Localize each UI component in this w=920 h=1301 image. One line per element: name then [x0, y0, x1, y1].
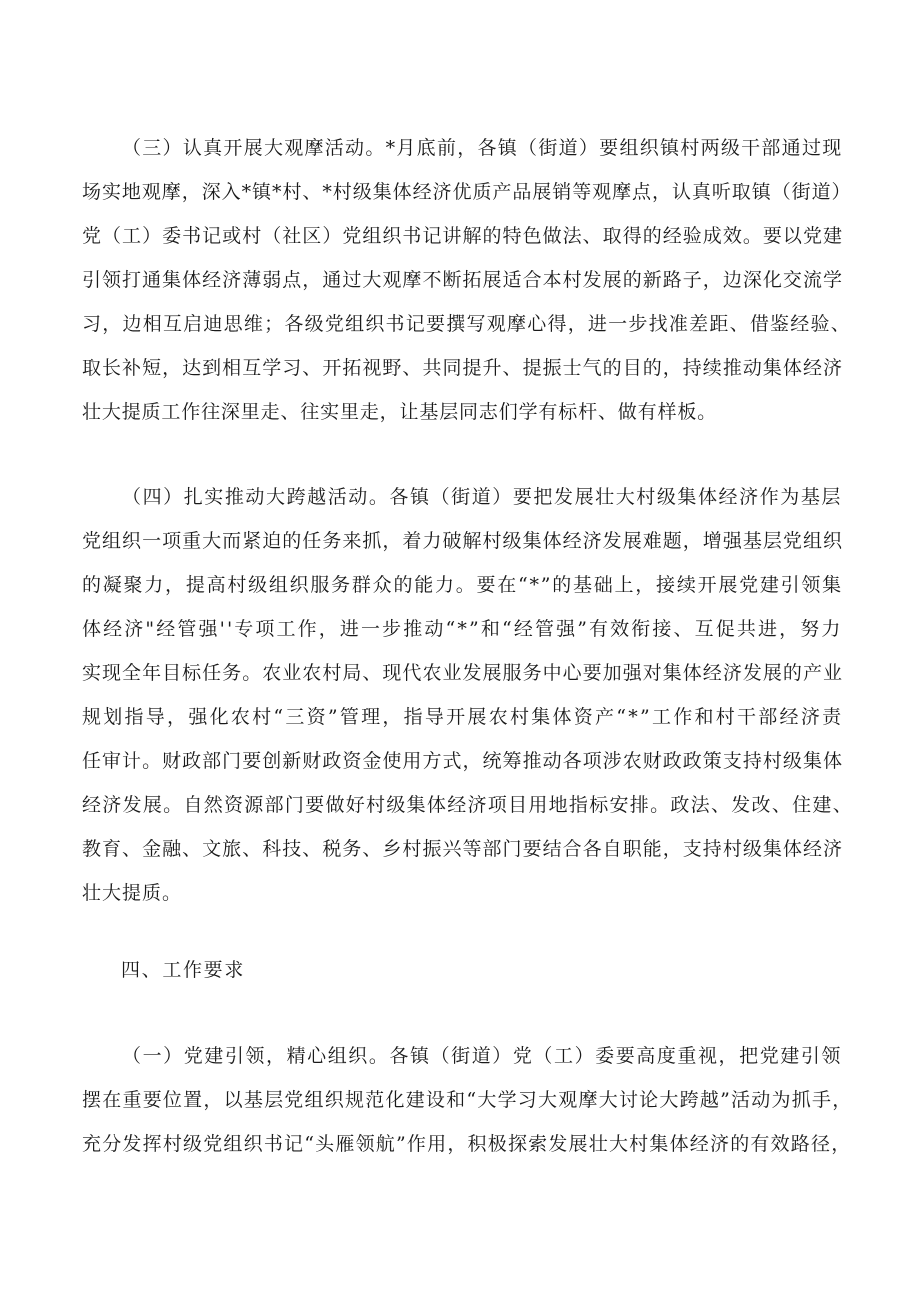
text-line: （三）认真开展大观摩活动。*月底前，各镇（街道）要组织镇村两级干部通过现 — [122, 137, 843, 159]
text-line: 实现全年目标任务。农业农村局、现代农业发展服务中心要加强对集体经济发展的产业 — [82, 662, 843, 684]
text-line: 经济发展。自然资源部门要做好村级集体经济项目用地指标安排。政法、发改、住建、 — [82, 794, 853, 816]
section-heading: 四、工作要求 — [121, 959, 246, 981]
text-line: 党（工）委书记或村（社区）党组织书记讲解的特色做法、取得的经验成效。要以党建 — [82, 225, 843, 247]
text-line: 任审计。财政部门要创新财政资金使用方式，统筹推动各项涉农财政政策支持村级集体 — [82, 750, 843, 772]
text-line: 党组织一项重大而紧迫的任务来抓，着力破解村级集体经济发展难题，增强基层党组织 — [82, 530, 843, 552]
text-line: 摆在重要位置，以基层党组织规范化建设和“大学习大观摩大讨论大跨越”活动为抓手， — [82, 1089, 853, 1111]
text-line: 教育、金融、文旅、科技、税务、乡村振兴等部门要结合各自职能，支持村级集体经济 — [82, 838, 843, 860]
text-line: 壮大提质。 — [82, 882, 183, 904]
text-line: 习，边相互启迪思维；各级党组织书记要撰写观摩心得，进一步找准差距、借鉴经验、 — [82, 313, 852, 335]
text-line: 引领打通集体经济薄弱点，通过大观摩不断拓展适合本村发展的新路子，边深化交流学 — [82, 269, 843, 291]
text-line: 的凝聚力，提高村级组织服务群众的能力。要在“*”的基础上，接续开展党建引领集 — [82, 574, 843, 596]
text-line: 取长补短，达到相互学习、开拓视野、共同提升、提振士气的目的，持续推动集体经济 — [82, 357, 843, 379]
text-line: 规划指导，强化农村“三资”管理，指导开展农村集体资产“*”工作和村干部经济责 — [82, 706, 844, 728]
text-line: 场实地观摩，深入*镇*村、*村级集体经济优质产品展销等观摩点，认真听取镇（街道） — [82, 181, 852, 203]
text-line: （一）党建引领，精心组织。各镇（街道）党（工）委要高度重视，把党建引领 — [122, 1045, 842, 1067]
text-line: 壮大提质工作往深里走、往实里走，让基层同志们学有标杆、做有样板。 — [82, 401, 718, 423]
text-line: 体经济"经管强''专项工作，进一步推动“*”和“经管强”有效衔接、互促共进，努力 — [82, 618, 843, 640]
text-line: 充分发挥村级党组织书记“头雁领航”作用，积极探索发展壮大村集体经济的有效路径， — [82, 1133, 852, 1155]
text-line: （四）扎实推动大跨越活动。各镇（街道）要把发展壮大村级集体经济作为基层 — [122, 486, 842, 508]
